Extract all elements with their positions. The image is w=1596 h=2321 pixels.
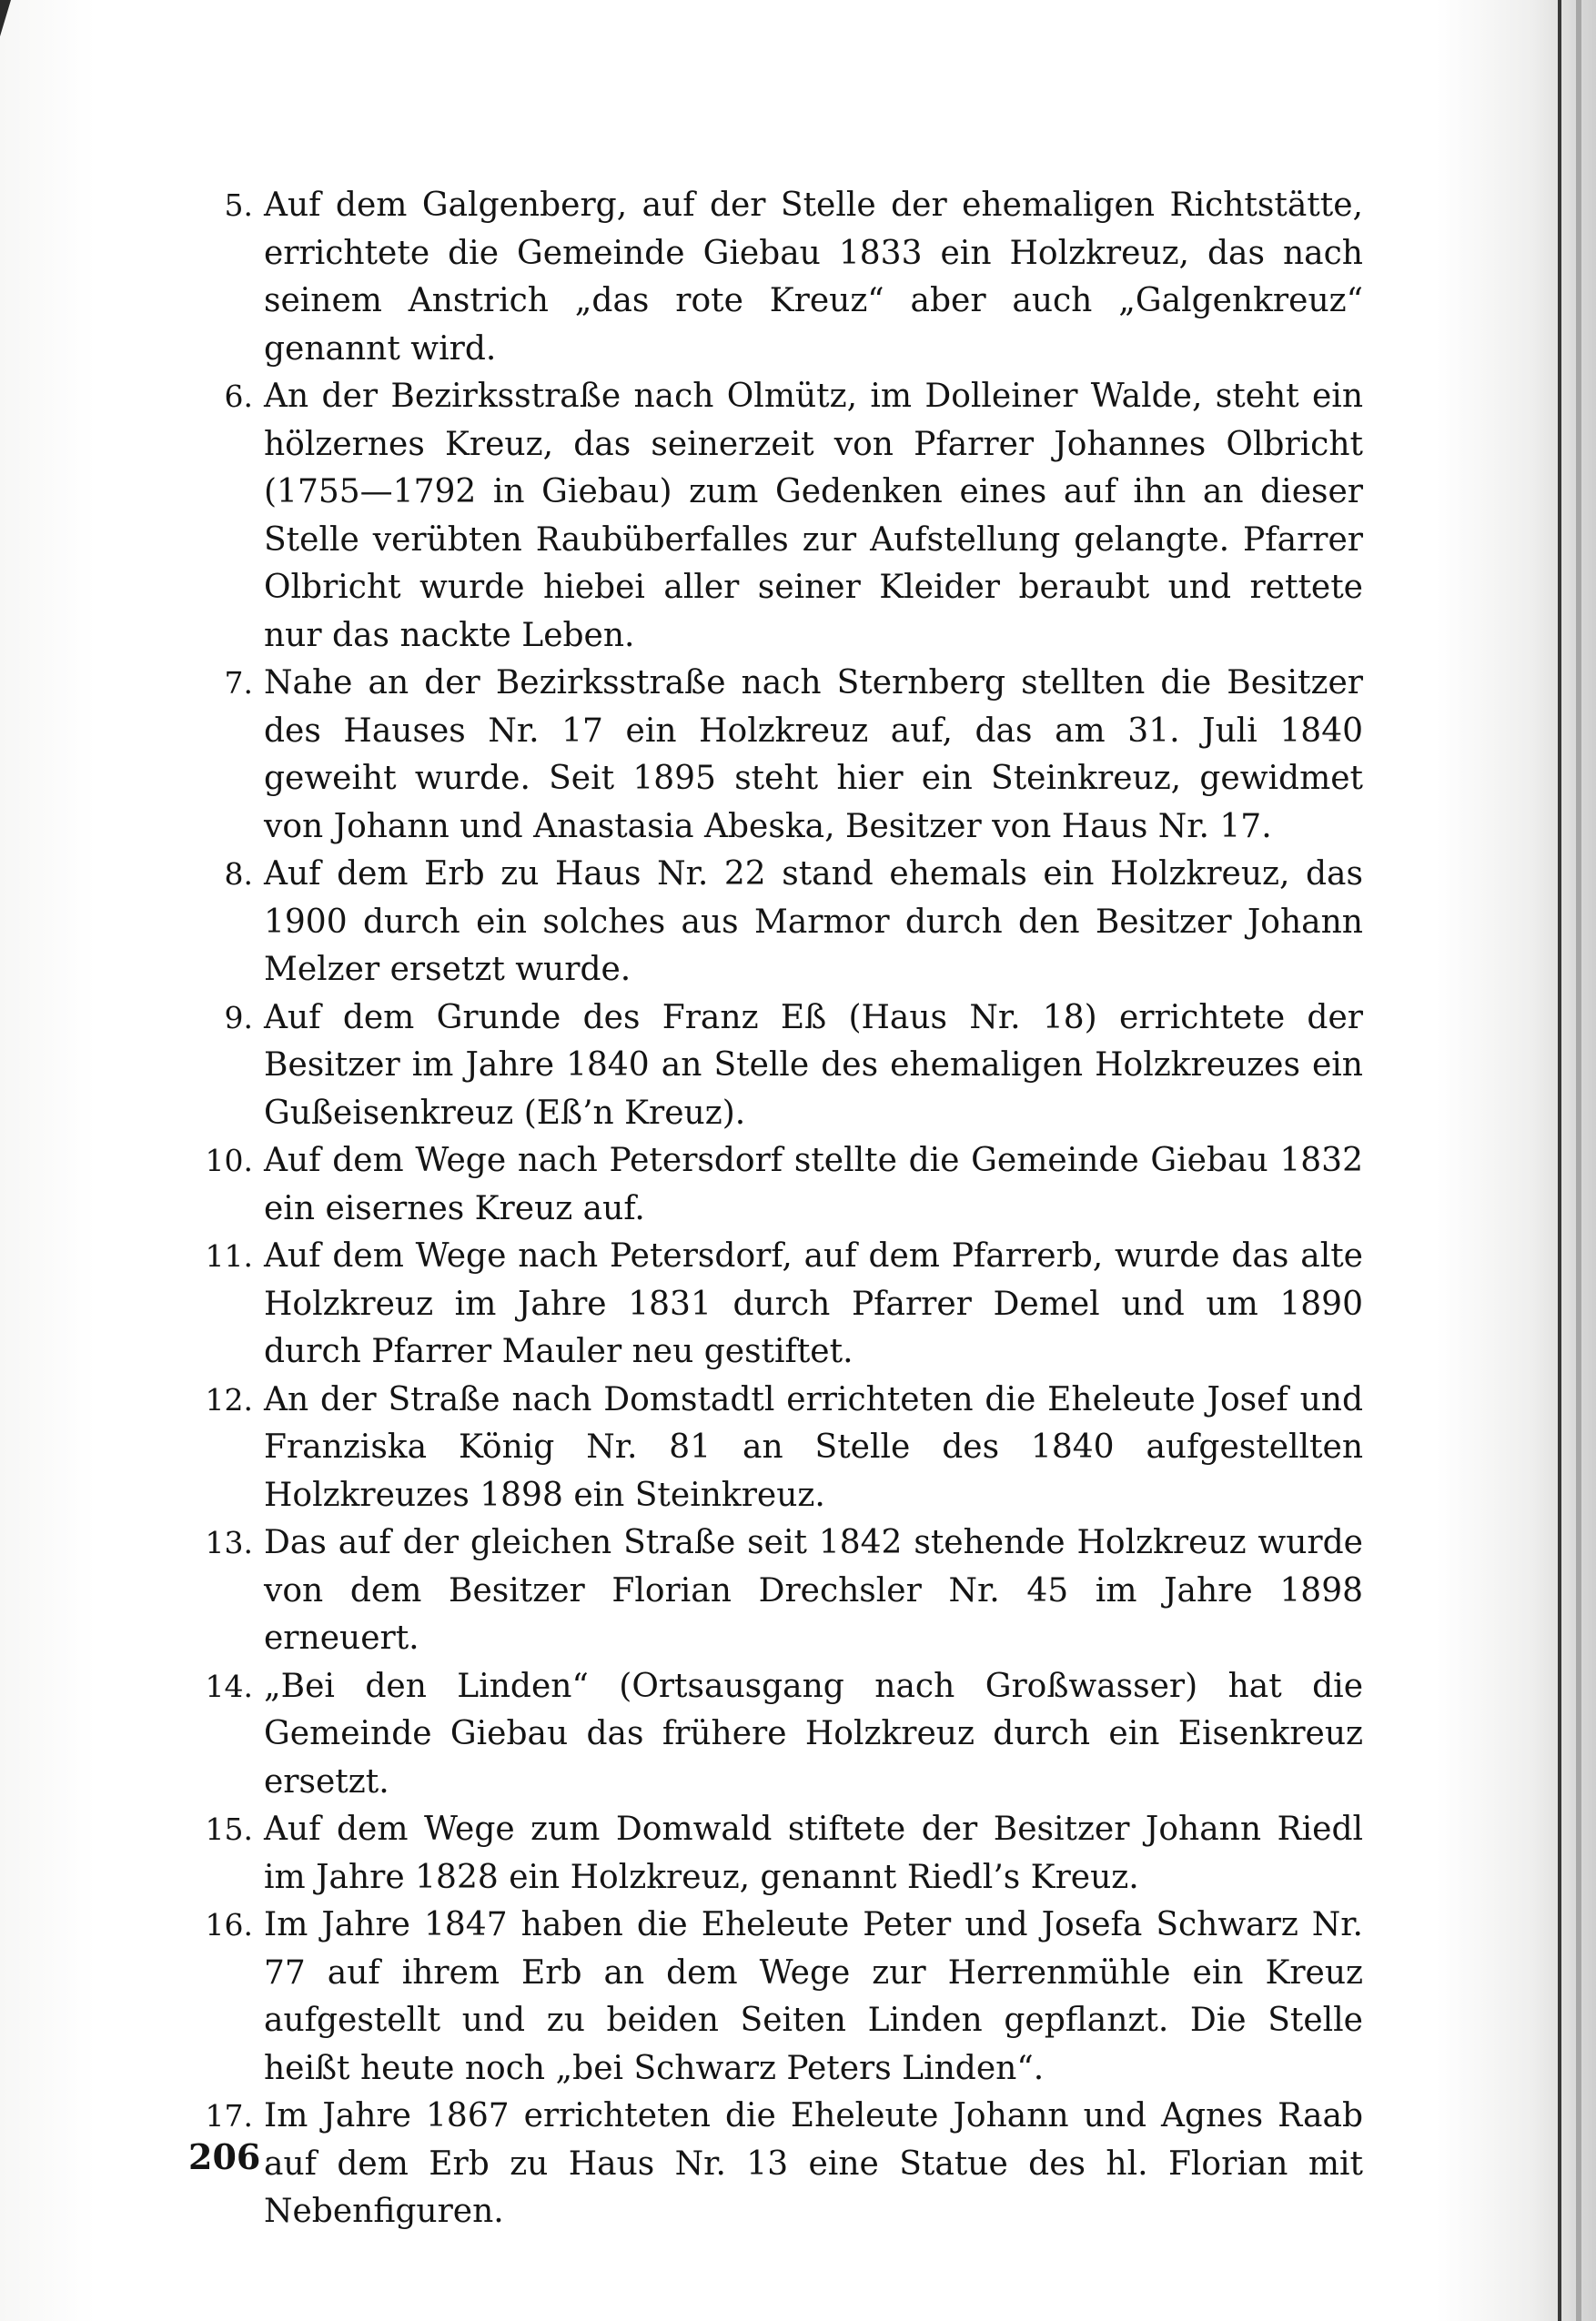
page-number: 206	[188, 2136, 261, 2177]
list-item	[189, 1137, 1363, 1233]
list-item	[189, 1377, 1363, 1520]
entry-text: Auf dem Wege nach Petersdorf, auf dem Pfarrerb, wurde das alte Holzkreuz im Jahre 1831 durch Pfarrer Demel und um 1890 durch Pfarrer Mauler neu gestiftet.	[264, 1237, 1363, 1370]
entry-text: Auf dem Wege zum Domwald stiftete der Besitzer Johann Riedl im Jahre 1828 ein Holzkreuz, genannt Riedl’s Kreuz.	[264, 1811, 1363, 1896]
list-item	[189, 373, 1363, 660]
entry-number: 9.	[224, 999, 253, 1035]
entry-number: 17.	[205, 2098, 253, 2134]
entry-text: Das auf der gleichen Straße seit 1842 stehende Holzkreuz wurde von dem Besitzer Florian Drechsler Nr. 45 im Jahre 1898 erneuert.	[264, 1524, 1363, 1657]
entry-text: Auf dem Erb zu Haus Nr. 22 stand ehemals ein Holzkreuz, das 1900 durch ein solches aus Marmor durch den Besitzer Johann Melzer ersetzt wurde.	[264, 855, 1363, 988]
list-item	[189, 1233, 1363, 1377]
list-item	[189, 1902, 1363, 2093]
list-item	[189, 2093, 1363, 2236]
entry-number: 10.	[205, 1143, 253, 1178]
entry-text: „Bei den Linden“ (Ortsausgang nach Großwasser) hat die Gemeinde Giebau das frühere Holzkreuz durch ein Eisenkreuz ersetzt.	[264, 1667, 1363, 1801]
page-edge-shadow	[1558, 0, 1561, 2321]
entry-number: 14.	[205, 1668, 253, 1704]
list-item	[189, 994, 1363, 1138]
list-item	[189, 1519, 1363, 1663]
list-item	[189, 660, 1363, 851]
entry-number: 11.	[205, 1238, 253, 1274]
entry-number: 5.	[224, 187, 253, 223]
entry-number: 16.	[205, 1907, 253, 1943]
entry-number: 12.	[205, 1381, 253, 1418]
corner-scan-mark	[0, 0, 11, 36]
entry-text: Im Jahre 1847 haben die Eheleute Peter und Josefa Schwarz Nr. 77 auf ihrem Erb an dem Wege zur Herrenmühle ein Kreuz aufgestellt und zu beiden Seiten Linden gepflanzt. Die Stelle heißt heute noch „bei Schwarz Peters Linden“.	[264, 1906, 1363, 2087]
entry-number: 15.	[205, 1811, 253, 1847]
entry-text: Im Jahre 1867 errichteten die Eheleute Johann und Agnes Raab auf dem Erb zu Haus Nr. 13 eine Statue des hl. Florian mit Nebenfiguren.	[264, 2097, 1363, 2230]
entry-number: 6.	[224, 378, 253, 414]
list-item	[189, 182, 1363, 373]
entry-text: Auf dem Grunde des Franz Eß (Haus Nr. 18) errichtete der Besitzer im Jahre 1840 an Stelle des ehemaligen Holzkreuzes ein Gußeisenkreuz (Eß’n Kreuz).	[264, 998, 1363, 1132]
entry-text: An der Straße nach Domstadtl errichteten die Eheleute Josef und Franziska König Nr. 81 an Stelle des 1840 aufgestellten Holzkreuzes 1898 ein Steinkreuz.	[264, 1380, 1363, 1514]
entry-number: 8.	[224, 856, 253, 892]
entry-number: 13.	[205, 1525, 253, 1560]
entry-text: An der Bezirksstraße nach Olmütz, im Dolleiner Walde, steht ein hölzernes Kreuz, das seinerzeit von Pfarrer Johannes Olbricht (1755—1792 in Giebau) zum Gedenken eines auf ihn an dieser Stelle verübten Raubüberfalles zur Aufstellung gelangte. Pfarrer Olbricht wurde hiebei aller seiner Kleider beraubt und rettete nur das nackte Leben.	[264, 378, 1363, 654]
entry-text: Auf dem Galgenberg, auf der Stelle der ehemaligen Richtstätte, errichtete die Gemeinde Giebau 1833 ein Holzkreuz, das nach seinem Anstrich „das rote Kreuz“ aber auch „Galgenkreuz“ genannt wird.	[264, 187, 1363, 368]
entry-number: 7.	[224, 665, 253, 701]
entry-text: Auf dem Wege nach Petersdorf stellte die Gemeinde Giebau 1832 ein eisernes Kreuz auf.	[264, 1142, 1363, 1227]
entry-text: Nahe an der Bezirksstraße nach Sternberg stellten die Besitzer des Hauses Nr. 17 ein Holzkreuz auf, das am 31. Juli 1840 geweiht wurde. Seit 1895 steht hier ein Steinkreuz, gewidmet von Johann und Anastasia Abeska, Besitzer von Haus Nr. 17.	[264, 664, 1363, 845]
list-item	[189, 1663, 1363, 1807]
page-edge-gutter	[1576, 0, 1581, 2321]
list-item	[189, 1806, 1363, 1902]
list-item	[189, 851, 1363, 994]
cross-list	[189, 182, 1363, 2236]
